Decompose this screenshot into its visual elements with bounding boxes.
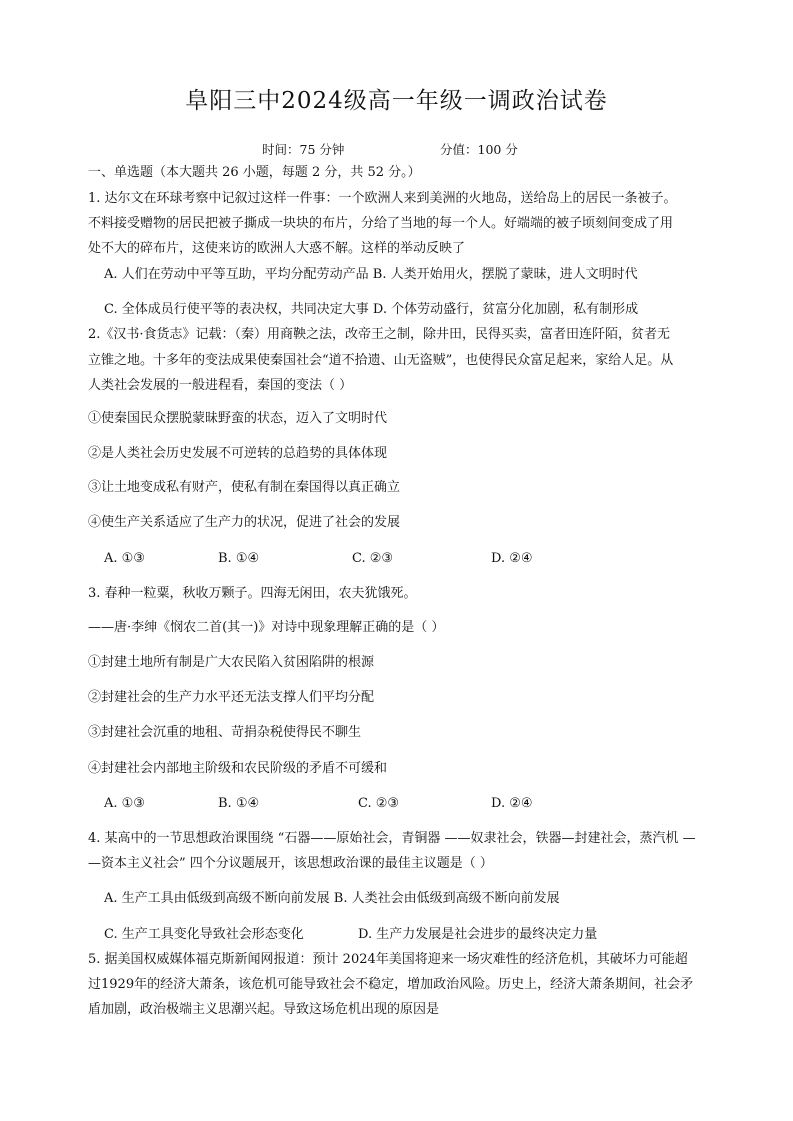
q3-option-d: D. ②④ — [491, 796, 533, 811]
exam-title: 阜阳三中2024级高一年级一调政治试卷 — [185, 88, 608, 114]
q3-item-1: ①封建土地所有制是广大农民陷入贫困陷阱的根源 — [88, 655, 375, 670]
q2-item-2: ②是人类社会历史发展不可逆转的总趋势的具体体现 — [88, 446, 388, 461]
q2-option-d: D. ②④ — [491, 551, 533, 566]
q5-stem-line-1: 5. 据美国权威媒体福克斯新闻网报道：预计 2024年美国将迎来一场灾难性的经济危机，其破坏力可能超 — [88, 952, 688, 967]
q2-option-c: C. ②③ — [352, 551, 394, 566]
q3-stem-line-2: ——唐·李绅《悯农二首(其一)》对诗中现象理解正确的是（ ） — [88, 620, 445, 635]
q1-options-cd: C. 全体成员行使平等的表决权，共同决定大事 D. 个体劳动盛行，贫富分化加剧，私有制形成 — [104, 302, 639, 317]
q1-options-ab: A. 人们在劳动中平等互助，平均分配劳动产品 B. 人类开始用火，摆脱了蒙昧，进人文明时代 — [104, 267, 638, 282]
exam-time: 时间：75 分钟 — [262, 142, 345, 157]
q3-item-2: ②封建社会的生产力水平还无法支撑人们平均分配 — [88, 690, 375, 705]
q4-stem-line-2: —资本主义社会” 四个分议题展开，该思想政治课的最佳主议题是（ ） — [88, 856, 493, 871]
q3-option-a: A. ①③ — [104, 796, 145, 811]
exam-score: 分值：100 分 — [440, 142, 518, 157]
q2-option-b: B. ①④ — [218, 551, 260, 566]
q2-item-3: ③让土地变成私有财产，使私有制在秦国得以真正确立 — [88, 480, 401, 495]
q3-stem-line-1: 3. 春种一粒粟，秋收万颗子。四海无闲田，农夫犹饿死。 — [88, 586, 417, 601]
q1-stem-line-1: 1. 达尔文在环球考察中记叙过这样一件事：一个欧洲人来到美洲的火地岛，送给岛上的居民一条被子。 — [88, 191, 677, 206]
q3-option-b: B. ①④ — [218, 796, 260, 811]
q4-option-d: D. 生产力发展是社会进步的最终决定力量 — [358, 927, 598, 942]
q2-stem-line-3: 人类社会发展的一般进程看，秦国的变法（ ） — [88, 378, 353, 393]
q3-item-4: ④封建社会内部地主阶级和农民阶级的矛盾不可缓和 — [88, 761, 388, 776]
q2-item-1: ①使秦国民众摆脱蒙昧野蛮的状态，迈入了文明时代 — [88, 411, 388, 426]
q2-option-a: A. ①③ — [104, 551, 145, 566]
q2-item-4: ④使生产关系适应了生产力的状况，促进了社会的发展 — [88, 515, 401, 530]
q4-options-ab: A. 生产工具由低级到高级不断向前发展 B. 人类社会由低级到高级不断向前发展 — [104, 891, 560, 906]
q2-stem-line-1: 2.《汉书·食货志》记载：（秦）用商鞅之法，改帝王之制，除井田，民得买卖，富者田连阡陌，贫者无 — [88, 327, 671, 342]
q4-option-c: C. 生产工具变化导致社会形态变化 — [104, 927, 304, 942]
q3-option-c: C. ②③ — [358, 796, 400, 811]
q4-stem-line-1: 4. 某高中的一节思想政治课围绕 “石器——原始社会，青铜器 ——奴隶社会，铁器—封建社会，蒸汽机 — — [88, 831, 696, 846]
q3-item-3: ③封建社会沉重的地租、苛捐杂税使得民不聊生 — [88, 725, 362, 740]
q2-stem-line-2: 立锥之地。十多年的变法成果使秦国社会“道不拾遗、山无盗贼”，也使得民众富足起来，家给人足。从 — [88, 353, 674, 368]
q1-stem-line-2: 不料接受赠物的居民把被子撕成一块块的布片，分给了当地的每一个人。好端端的被子顷刻间变成了用 — [88, 216, 674, 231]
section-heading: 一、单选题（本大题共 26 小题，每题 2 分，共 52 分。） — [88, 165, 421, 180]
q5-stem-line-3: 盾加剧，政治极端主义思潮兴起。导致这场危机出现的原因是 — [88, 1002, 440, 1017]
q1-stem-line-3: 处不大的碎布片，这使来访的欧洲人大惑不解。这样的举动反映了 — [88, 241, 466, 256]
q5-stem-line-2: 过1929年的经济大萧条，该危机可能导致社会不稳定，增加政治风险。历史上，经济大萧条期间，社会矛 — [88, 977, 694, 992]
